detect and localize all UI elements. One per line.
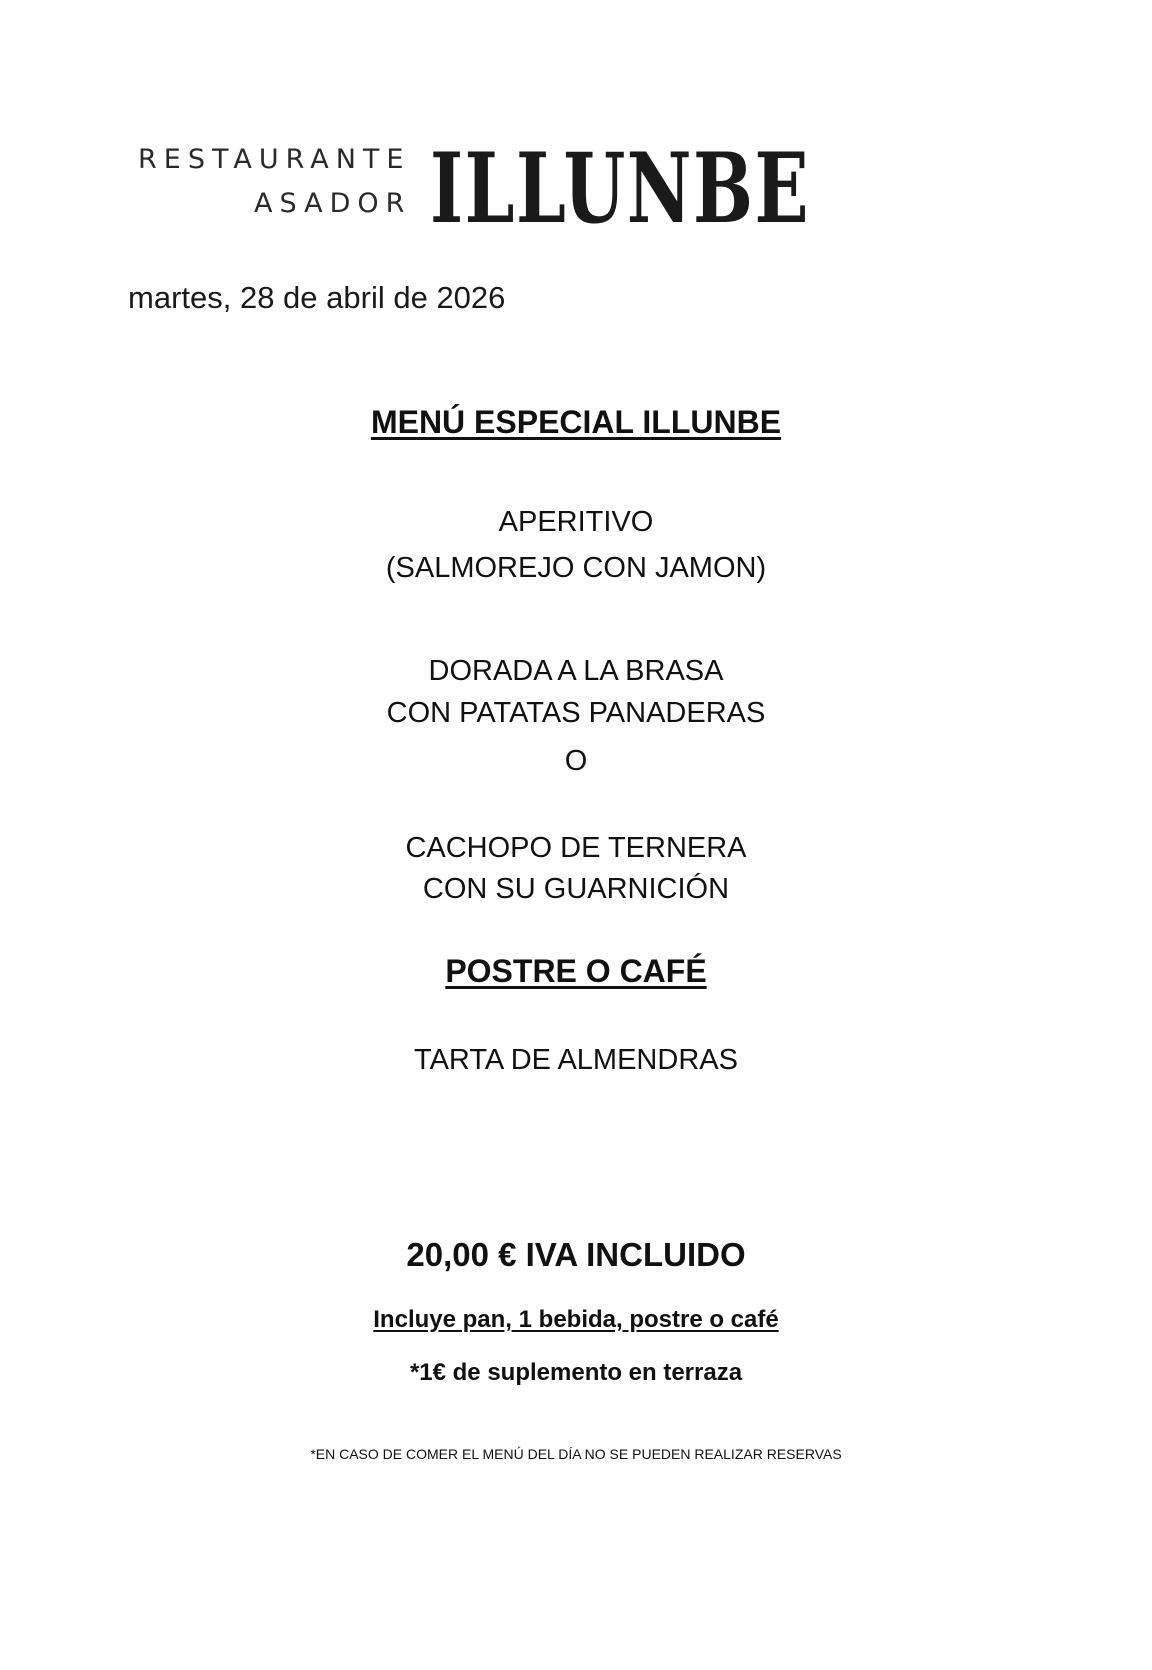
- dessert-item: TARTA DE ALMENDRAS: [414, 1044, 738, 1076]
- menu-date: martes, 28 de abril de 2026: [128, 280, 506, 315]
- main-option-1-line1: DORADA A LA BRASA: [428, 655, 724, 687]
- aperitivo-label: APERITIVO: [498, 506, 654, 538]
- logo-brand-wordmark: [430, 132, 830, 245]
- logo-restaurante-text: RESTAURANTE: [138, 144, 411, 175]
- restaurant-logo: [138, 132, 828, 250]
- includes-note: Incluye pan, 1 bebida, postre o café: [373, 1306, 779, 1333]
- main-option-2-line1: CACHOPO DE TERNERA: [405, 832, 747, 864]
- logo-brand-text: ILLUNBE: [430, 132, 810, 245]
- main-option-1-line2: CON PATATAS PANADERAS: [386, 697, 766, 729]
- terrace-supplement-note: *1€ de suplemento en terraza: [409, 1359, 743, 1386]
- menu-price: 20,00 € IVA INCLUIDO: [406, 1236, 746, 1273]
- aperitivo-detail: (SALMOREJO CON JAMON): [385, 552, 767, 584]
- dessert-title: POSTRE O CAFÉ: [445, 953, 707, 989]
- menu-title: MENÚ ESPECIAL ILLUNBE: [370, 404, 782, 440]
- logo-asador-text: ASADOR: [254, 188, 412, 219]
- main-option-2-line2: CON SU GUARNICIÓN: [422, 873, 730, 905]
- reservation-disclaimer: *EN CASO DE COMER EL MENÚ DEL DÍA NO SE PUEDEN REALIZAR RESERVAS: [310, 1446, 842, 1462]
- option-separator: O: [564, 745, 588, 777]
